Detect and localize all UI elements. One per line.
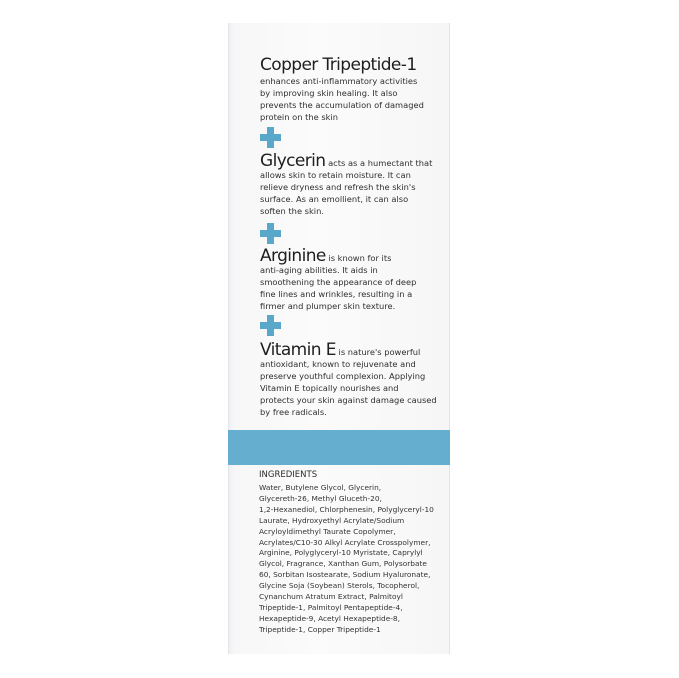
section-heading: Copper Tripeptide-1 [260,55,417,75]
section-line: prevents the accumulation of damaged [260,100,424,110]
section-first-line: is nature's powerful [335,347,421,357]
ingredients-title: INGREDIENTS [259,470,318,480]
section-first-line: is known for its [325,253,392,263]
ingredients-line: Cynanchum Atratum Extract, Palmitoyl [259,592,403,602]
plus-icon [260,127,281,148]
ingredients-line: Acryloyldimethyl Taurate Copolymer, [259,526,396,536]
section-line: antioxidant, known to rejuvenate and [260,359,416,369]
plus-icon [260,315,281,336]
ingredients-line: Tripeptide-1, Palmitoyl Pentapeptide-4, [259,602,403,612]
ingredients-line: Glycine Soja (Soybean) Sterols, Tocopherol, [259,581,420,591]
section-line: anti-aging abilities. It aids in [260,265,378,275]
section-line: Vitamin E topically nourishes and [260,383,399,393]
arginine-section [260,246,438,312]
section-heading: Glycerin [260,151,326,171]
product-box-side-panel [228,23,450,654]
section-line: soften the skin. [260,206,325,216]
section-line: allows skin to retain moisture. It can [260,170,411,180]
ingredients-line: Hexapeptide-9, Acetyl Hexapeptide-8, [259,613,400,623]
glycerin-section [260,151,438,217]
section-line: relieve dryness and refresh the skin's [260,182,416,192]
section-first-line: acts as a humectant that [325,158,433,168]
vitamin-e-section [260,340,438,418]
section-line: firmer and plumper skin texture. [260,301,396,311]
ingredients-line: Water, Butylene Glycol, Glycerin, [259,483,382,492]
ingredients-line: 1,2-Hexanediol, Chlorphenesin, Polyglyceryl-10 [259,504,434,514]
ingredients-line: Arginine, Polyglyceryl-10 Myristate, Caprylyl [259,548,423,558]
section-line: enhances anti-inflammatory activities [260,76,418,86]
copper-tripeptide-section [260,55,438,123]
section-line: by free radicals. [260,407,327,417]
ingredients-line: Acrylates/C10-30 Alkyl Acrylate Crosspolymer, [259,537,431,547]
section-line: by improving skin healing. It also [260,88,398,98]
section-heading: Vitamin E [260,340,336,360]
section-line: preserve youthful complexion. Applying [260,371,426,381]
section-heading: Arginine [260,246,326,266]
plus-icon [260,223,281,244]
section-line: fine lines and wrinkles, resulting in a [260,289,413,299]
section-line: surface. As an emollient, it can also [260,194,409,204]
ingredients-line: Laurate, Hydroxyethyl Acrylate/Sodium [259,515,405,525]
section-line: smoothening the appearance of deep [260,277,417,287]
ingredients-line: Glycereth-26, Methyl Gluceth-20, [259,493,382,503]
ingredients-list [259,483,445,636]
ingredients-line: Glycol, Fragrance, Xanthan Gum, Polysorbate [259,559,427,569]
ingredients-line: 60, Sorbitan Isostearate, Sodium Hyaluronate, [259,570,431,580]
accent-band [228,430,450,465]
section-line: protein on the skin [260,112,339,122]
ingredients-line: Tripeptide-1, Copper Tripeptide-1 [259,624,381,634]
section-line: protects your skin against damage caused [260,395,437,405]
